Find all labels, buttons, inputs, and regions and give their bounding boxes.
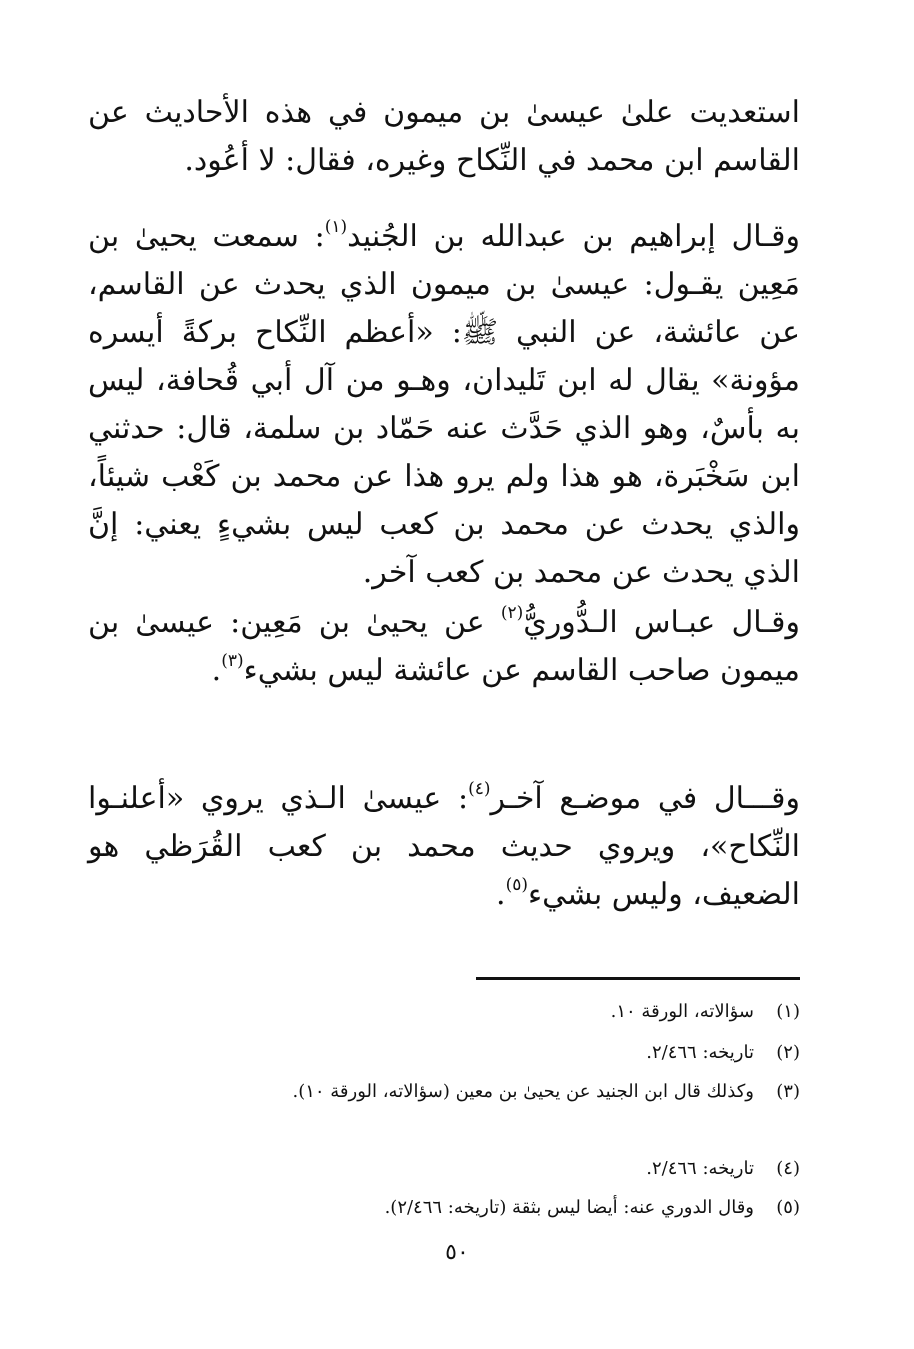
footnote-4-text: تاريخه: ٢/٤٦٦. <box>646 1158 754 1179</box>
footnote-2-text: تاريخه: ٢/٤٦٦. <box>646 1042 754 1063</box>
paragraph-3-text-a: وقـال عبـاس الـدُّوريُّ <box>523 605 801 640</box>
footnote-5-text: وقال الدوري عنه: أيضا ليس بثقة (تاريخه: ٢/٤٦٦). <box>384 1197 754 1218</box>
footnote-1 <box>120 998 800 1026</box>
paragraph-2-text-a: وقـال إبراهيم بن عبدالله بن الجُنيد <box>347 219 800 254</box>
paragraph-4-text-a: وقـــال في موضـع آخـر <box>490 781 800 816</box>
footnote-1-text: سؤالاته، الورقة ١٠. <box>610 1001 754 1022</box>
footnote-ref-4: (٤) <box>468 779 491 799</box>
paragraph-2-text-b: : سمعت يحيىٰ بن مَعِين يقـول: عيسىٰ بن ميمون الذي يحدث عن القاسم، عن عائشة، عن النبي ﷺ: «أعظم النِّكاح بركةً أيسره مؤونة» يقال له ابن تَليدان، وهـو من آل أبي قُحافة، ليس به بأسٌ، وهو الذي حَدَّث عنه حَمّاد بن سلمة، قال: حدثني ابن سَخْبَرة، هو هذا ولم يرو هذا عن محمد بن كَعْب شيئاً، والذي يحدث عن محمد بن كعب ليس بشيءٍ يعني: إنَّ الذي يحدث عن محمد بن كعب آخر. <box>88 219 800 590</box>
footnote-ref-2: (٢) <box>500 603 524 623</box>
paragraph-2 <box>88 213 800 597</box>
paragraph-3-text-b: عن يحيىٰ بن مَعِين: عيسىٰ بن ميمون صاحب القاسم عن عائشة ليس بشيء <box>88 605 800 688</box>
paragraph-3 <box>88 599 800 695</box>
footnote-4 <box>120 1155 800 1183</box>
paragraph-1-text: استعديت علىٰ عيسىٰ بن ميمون في هذه الأحاديث عن القاسم ابن محمد في النِّكاح وغيره، فقال: لا أعُود. <box>88 95 800 178</box>
paragraph-4 <box>88 775 800 919</box>
footnote-1-number: (١) <box>776 1001 800 1022</box>
footnote-ref-5: (٥) <box>505 875 529 895</box>
footnote-5 <box>120 1194 800 1222</box>
page-number: ٥٠ <box>445 1240 469 1265</box>
paragraph-1 <box>88 89 800 185</box>
footnote-separator <box>476 977 800 980</box>
paragraph-4-text-b: : عيسىٰ الـذي يروي «أعلنـوا النِّكاح»، ويروي حديث محمد بن كعب القُرَظي هو الضعيف، وليس بشيء <box>88 781 800 912</box>
footnote-3-number: (٣) <box>776 1081 800 1102</box>
paragraph-3-text-c: . <box>211 653 222 688</box>
footnote-5-number: (٥) <box>776 1197 800 1218</box>
footnote-2 <box>120 1039 800 1067</box>
footnote-3-text: وكذلك قال ابن الجنيد عن يحيىٰ بن معين (سؤالاته، الورقة ١٠). <box>292 1081 754 1102</box>
footnote-4-number: (٤) <box>776 1158 800 1179</box>
footnote-ref-3: (٣) <box>221 651 244 671</box>
footnote-ref-1: (١) <box>324 217 348 237</box>
footnote-2-number: (٢) <box>776 1042 800 1063</box>
footnote-3 <box>120 1078 800 1106</box>
paragraph-4-text-c: . <box>496 877 506 912</box>
